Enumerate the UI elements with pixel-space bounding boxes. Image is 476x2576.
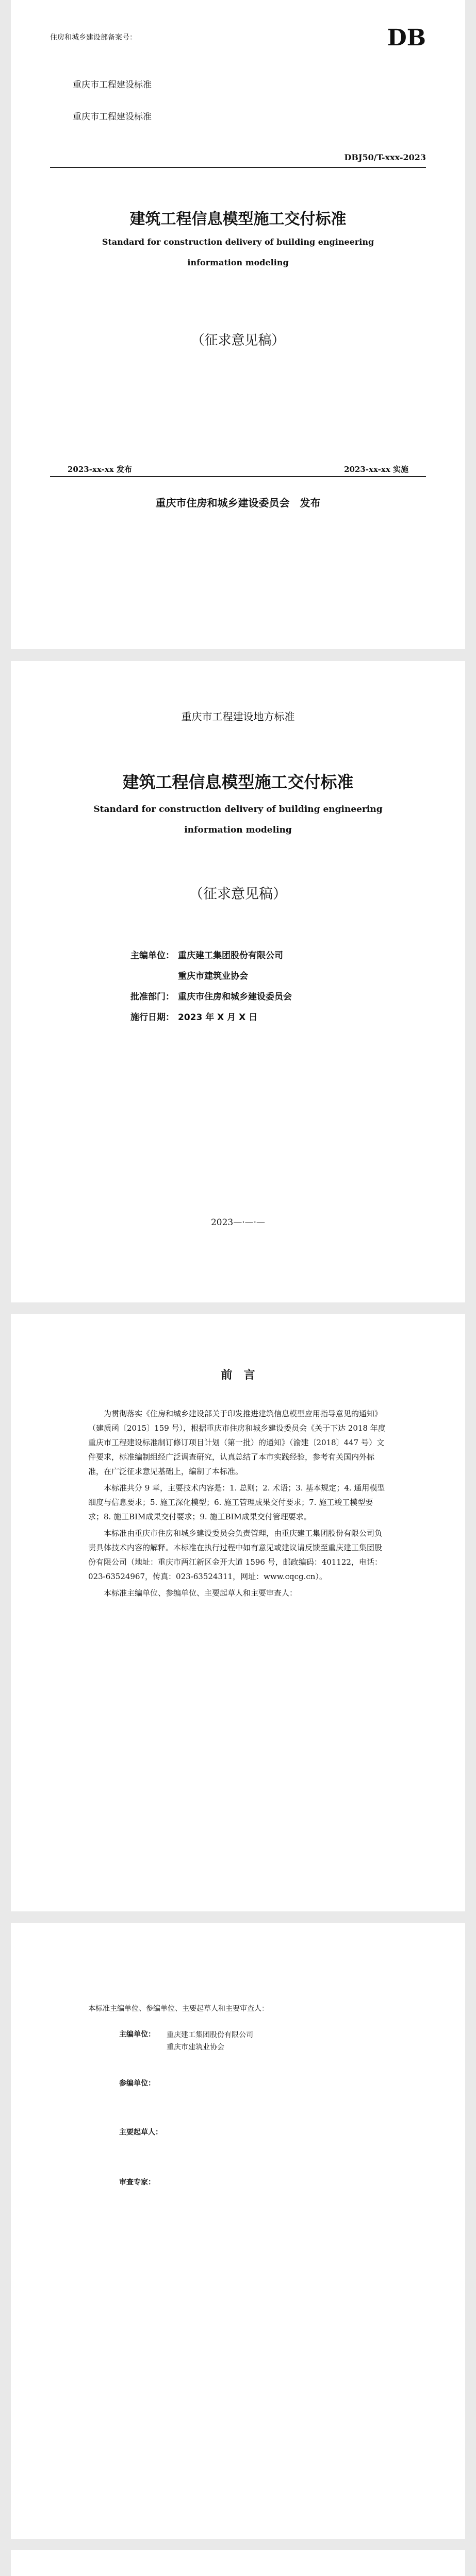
co-editor-row: [130, 966, 292, 987]
organization-block: [130, 945, 292, 1028]
title-page: [11, 661, 465, 1302]
standard-code: DBJ50/T-xxx-2023: [344, 152, 426, 162]
foreword-page: [11, 1314, 465, 1911]
foreword-heading: 前 言: [221, 1369, 255, 1382]
header-line-1: 重庆市工程建设标准: [73, 80, 152, 90]
row-label: 施行日期：: [130, 1012, 174, 1023]
row-value: 2023 年 X 月 X 日: [178, 1012, 258, 1023]
title-en-2: information modeling: [184, 825, 292, 835]
record-number: 住房和城乡建设部备案号：: [50, 33, 137, 42]
foreword-paragraph: 本标准共分 9 章，主要技术内容是：1. 总则；2. 术语；3. 基本规定；4. 通用模型细度与信息要求；5. 施工深化模型；6. 施工管理成果交付要求；7. 施工竣工模型要求；8. 施工BIM成果交付要求；9. 施工BIM成果交付管理要求。: [88, 1483, 385, 1521]
db-badge: DB: [387, 25, 426, 51]
implementation-date: 2023-xx-xx 实施: [344, 465, 408, 474]
chief-editor-label: 主编单位：: [119, 2030, 155, 2039]
drafter-label: 主要起草人：: [119, 2128, 162, 2137]
foreword-paragraph: 为贯彻落实《住房和城乡建设部关于印发推进建筑信息模型应用指导意见的通知》（建质函〔2015〕159 号），根据重庆市住房和城乡建设委员会《关于下达 2018 年度重庆市工程建设标准制订修订项目计划（第一批）的通知》（渝建〔2018〕447 号）文件要求，标准编制组经广泛调查研究，认真总结了本市实践经验，参考有关国内外标准，在广泛征求意见基础上，编制了本标准。: [88, 1409, 386, 1476]
effective-date-row: [130, 1007, 292, 1028]
approver-row: [130, 987, 292, 1007]
local-standard-header: 重庆市工程建设地方标准: [181, 710, 295, 723]
contributors-page: [11, 1923, 465, 2539]
draft-note: （征求意见稿）: [189, 886, 287, 902]
year-footer: 2023—·—·—: [210, 1217, 266, 1228]
title-en-1: Standard for construction delivery of building engineering: [102, 237, 374, 247]
chief-editor-values: [167, 2029, 253, 2054]
row-value: 重庆市住房和城乡建设委员会: [178, 992, 292, 1002]
toc-page: [11, 2550, 465, 2576]
title-en-2: information modeling: [187, 258, 289, 267]
header-line-2: 重庆市工程建设标准: [73, 112, 152, 122]
chief-editor-row: [130, 945, 292, 966]
top-rule: [50, 167, 426, 168]
title-cn: 建筑工程信息模型施工交付标准: [122, 772, 354, 792]
editor-unit: 重庆市建筑业协会: [167, 2043, 224, 2052]
draft-note: （征求意见稿）: [191, 333, 285, 348]
participating-unit-label: 参编单位：: [119, 2079, 155, 2088]
issuer: 重庆市住房和城乡建设委员会 发布: [155, 497, 321, 509]
foreword-paragraph: 本标准由重庆市住房和城乡建设委员会负责管理，由重庆建工集团股份有限公司负责具体技术内容的解释。本标准在执行过程中如有意见或建议请反馈至重庆建工集团股份有限公司（地址：重庆市两江新区金开大道 1596 号，邮政编码：401122，电话：023-63524967，传真：023-63524311，网址：www.cqcg.cn）。: [88, 1529, 383, 1581]
cover-page: [11, 0, 465, 649]
contributors-intro: 本标准主编单位、参编单位、主要起草人和主要审查人：: [88, 2005, 269, 2013]
title-cn: 建筑工程信息模型施工交付标准: [129, 210, 347, 228]
row-label: 主编单位：: [130, 951, 174, 961]
row-value: 重庆市建筑业协会: [178, 971, 248, 981]
editor-unit: 重庆建工集团股份有限公司: [167, 2031, 253, 2039]
foreword-paragraph: 本标准主编单位、参编单位、主要起草人和主要审查人：: [104, 1588, 298, 1598]
foreword-body: [88, 1406, 388, 1602]
issue-date: 2023-xx-xx 发布: [68, 465, 132, 474]
row-label: 批准部门：: [130, 992, 174, 1002]
title-en-1: Standard for construction delivery of building engineering: [93, 804, 383, 815]
reviewer-label: 审查专家：: [119, 2178, 155, 2187]
row-value: 重庆建工集团股份有限公司: [178, 951, 283, 961]
bottom-rule: [50, 476, 426, 477]
